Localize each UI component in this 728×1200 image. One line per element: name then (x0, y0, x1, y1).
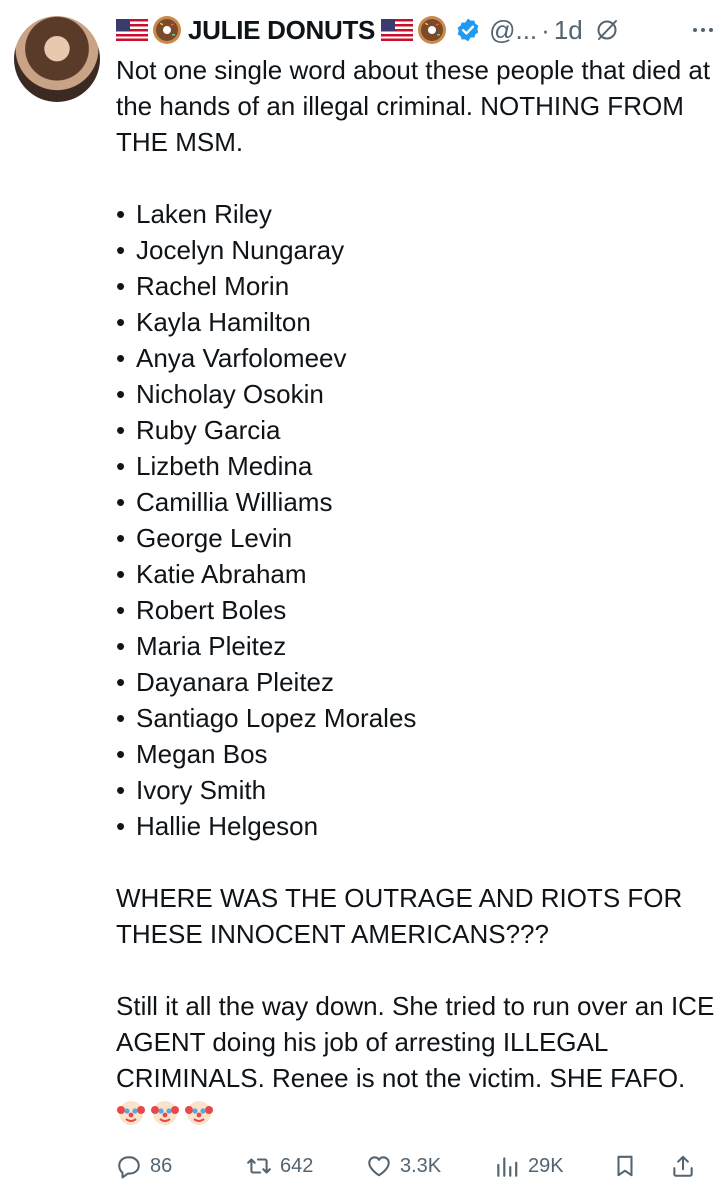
victim-names-list (116, 196, 716, 844)
post-actions-bar (116, 1150, 712, 1182)
like-count: 3.3K (400, 1154, 442, 1177)
list-item: • Laken Riley (116, 196, 716, 232)
list-item: • Jocelyn Nungaray (116, 232, 716, 268)
list-item: • Rachel Morin (116, 268, 716, 304)
list-item: • Katie Abraham (116, 556, 716, 592)
share-icon (670, 1153, 696, 1179)
list-item: • Kayla Hamilton (116, 304, 716, 340)
analytics-icon (494, 1153, 520, 1179)
user-handle[interactable]: @... (489, 14, 538, 45)
donut-icon (417, 15, 447, 45)
list-item: • Robert Boles (116, 592, 716, 628)
clown-face-icon (116, 1098, 146, 1128)
list-item: • Dayanara Pleitez (116, 664, 716, 700)
grok-icon[interactable] (595, 18, 619, 42)
list-item: • Nicholay Osokin (116, 376, 716, 412)
view-count: 29K (528, 1154, 564, 1177)
repost-button[interactable] (246, 1153, 366, 1179)
repost-count: 642 (280, 1154, 314, 1177)
list-item: • Maria Pleitez (116, 628, 716, 664)
avatar[interactable] (14, 16, 100, 102)
list-item: • Ruby Garcia (116, 412, 716, 448)
clown-face-icon (150, 1098, 180, 1128)
bookmark-button[interactable] (612, 1153, 670, 1179)
list-item: • Hallie Helgeson (116, 808, 716, 844)
list-item: • Santiago Lopez Morales (116, 700, 716, 736)
reply-button[interactable] (116, 1153, 246, 1179)
donut-icon (152, 15, 182, 45)
list-item: • Camillia Williams (116, 484, 716, 520)
list-item: • Lizbeth Medina (116, 448, 716, 484)
clown-face-icon (184, 1098, 214, 1128)
post-timestamp[interactable]: 1d (553, 14, 583, 45)
post-header (116, 10, 716, 50)
outrage-paragraph: WHERE WAS THE OUTRAGE AND RIOTS FOR THESE INNOCENT AMERICANS??? (116, 883, 683, 949)
like-button[interactable] (366, 1153, 494, 1179)
us-flag-icon (116, 19, 148, 41)
separator-dot: · (541, 14, 550, 45)
post-intro: Not one single word about these people that died at the hands of an illegal criminal. NOTHING FROM THE MSM. (116, 55, 711, 157)
list-item: • George Levin (116, 520, 716, 556)
display-name[interactable]: JULIE DONUTS (188, 14, 376, 45)
list-item: • Megan Bos (116, 736, 716, 772)
heart-icon (366, 1153, 392, 1179)
repost-icon (246, 1153, 272, 1179)
views-button[interactable] (494, 1153, 612, 1179)
reply-icon (116, 1153, 142, 1179)
closing-paragraph: Still it all the way down. She tried to run over an ICE AGENT doing his job of arresting ILLEGAL CRIMINALS. Renee is not the victim. SHE FAFO. (116, 991, 715, 1093)
bookmark-icon (612, 1153, 638, 1179)
emoji-row (116, 1098, 716, 1128)
post-body (116, 52, 716, 1128)
us-flag-icon (381, 19, 413, 41)
list-item: • Ivory Smith (116, 772, 716, 808)
list-item: • Anya Varfolomeev (116, 340, 716, 376)
more-options-icon[interactable] (690, 17, 716, 43)
share-button[interactable] (670, 1153, 696, 1179)
reply-count: 86 (150, 1154, 173, 1177)
verified-badge-icon[interactable] (455, 17, 481, 43)
